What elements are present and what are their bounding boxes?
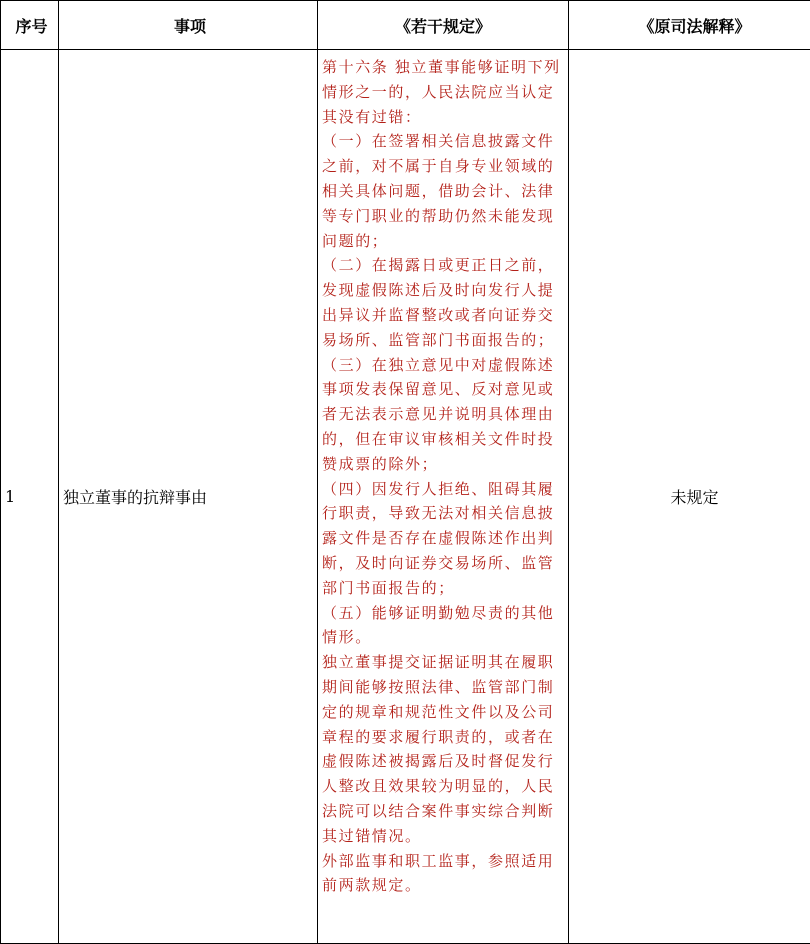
header-row [1,1,810,50]
rule-paragraph: （一）在签署相关信息披露文件之前，对不属于自身专业领域的相关具体问题，借助会计、法律等专门职业的帮助仍然未能发现问题的； [322,129,566,253]
row-item: 独立董事的抗辩事由 [59,50,318,944]
header-new-rules: 《若干规定》 [318,1,569,50]
header-item: 事项 [59,1,318,50]
new-rule-cell [318,50,569,944]
rule-paragraph: （四）因发行人拒绝、阻碍其履行职责，导致无法对相关信息披露文件是否存在虚假陈述作出判断，及时向证券交易场所、监管部门书面报告的； [322,477,566,601]
rule-paragraph: 外部监事和职工监事，参照适用前两款规定。 [322,849,566,899]
old-rule-cell: 未规定 [569,50,810,944]
rule-paragraph: （三）在独立意见中对虚假陈述事项发表保留意见、反对意见或者无法表示意见并说明具体理由的，但在审议审核相关文件时投赞成票的除外； [322,353,566,477]
table-row [1,50,810,944]
new-rule-text [318,50,568,898]
header-index: 序号 [1,1,59,50]
header-old-interpretation: 《原司法解释》 [569,1,810,50]
rule-paragraph: （二）在揭露日或更正日之前，发现虚假陈述后及时向发行人提出异议并监督整改或者向证券交易场所、监管部门书面报告的； [322,253,566,352]
rule-paragraph: 第十六条 独立董事能够证明下列情形之一的，人民法院应当认定其没有过错： [322,55,566,129]
row-index: 1 [1,50,59,944]
rule-paragraph: （五）能够证明勤勉尽责的其他情形。 [322,601,566,651]
rule-paragraph: 独立董事提交证据证明其在履职期间能够按照法律、监管部门制定的规章和规范性文件以及公司章程的要求履行职责的，或者在虚假陈述被揭露后及时督促发行人整改且效果较为明显的，人民法院可以结合案件事实综合判断其过错情况。 [322,650,566,848]
